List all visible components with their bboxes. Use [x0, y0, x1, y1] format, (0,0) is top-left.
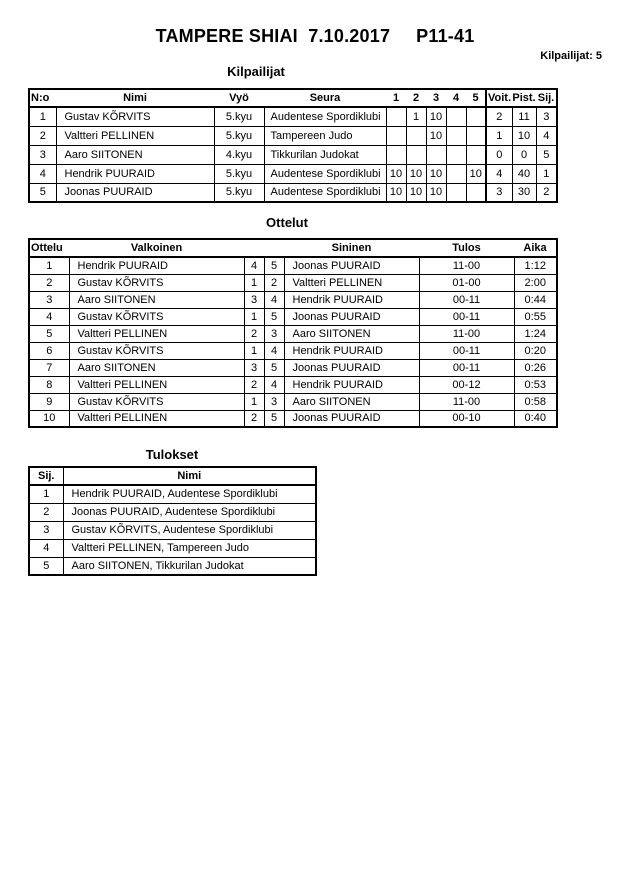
blue-player-number: 5 — [264, 410, 284, 427]
section-title-results: Tulokset — [145, 447, 199, 462]
match-result: 11-00 — [419, 393, 514, 410]
round-1-score — [386, 107, 406, 126]
blue-player-name: Joonas PUURAID — [284, 308, 419, 325]
match-number: 3 — [29, 291, 69, 308]
section-title-competitors: Kilpailijat — [227, 64, 285, 79]
blue-player-number: 5 — [264, 308, 284, 325]
match-time: 0:58 — [514, 393, 557, 410]
competitor-place: 1 — [536, 164, 557, 183]
col-header-club: Seura — [264, 89, 386, 107]
round-1-score: 10 — [386, 164, 406, 183]
white-player-number: 2 — [244, 376, 264, 393]
blue-player-number: 3 — [264, 393, 284, 410]
match-row — [29, 359, 557, 376]
result-name: Hendrik PUURAID, Audentese Spordiklubi — [63, 485, 316, 503]
blue-player-number: 2 — [264, 274, 284, 291]
match-row — [29, 308, 557, 325]
white-player-name: Gustav KÕRVITS — [69, 308, 244, 325]
white-player-number: 1 — [244, 342, 264, 359]
competitor-belt: 4.kyu — [214, 145, 264, 164]
round-4-score — [446, 126, 466, 145]
result-place: 5 — [29, 557, 63, 575]
competitor-place: 5 — [536, 145, 557, 164]
result-row — [29, 485, 316, 503]
match-number: 5 — [29, 325, 69, 342]
competitor-wins: 1 — [486, 126, 512, 145]
round-3-score: 10 — [426, 183, 446, 202]
white-player-number: 3 — [244, 291, 264, 308]
result-name: Valtteri PELLINEN, Tampereen Judo — [63, 539, 316, 557]
match-row — [29, 257, 557, 274]
round-3-score: 10 — [426, 126, 446, 145]
match-time: 0:53 — [514, 376, 557, 393]
competitor-club: Tampereen Judo — [264, 126, 386, 145]
blue-player-name: Aaro SIITONEN — [284, 393, 419, 410]
match-time: 0:55 — [514, 308, 557, 325]
match-result: 00-11 — [419, 308, 514, 325]
blue-player-name: Aaro SIITONEN — [284, 325, 419, 342]
competitor-belt: 5.kyu — [214, 107, 264, 126]
match-time: 2:00 — [514, 274, 557, 291]
competitor-name: Joonas PUURAID — [56, 183, 214, 202]
match-number: 4 — [29, 308, 69, 325]
match-time: 1:12 — [514, 257, 557, 274]
match-result: 11-00 — [419, 325, 514, 342]
competitor-belt: 5.kyu — [214, 126, 264, 145]
match-time: 0:40 — [514, 410, 557, 427]
matches-table — [28, 238, 558, 428]
white-player-name: Gustav KÕRVITS — [69, 393, 244, 410]
result-name: Joonas PUURAID, Audentese Spordiklubi — [63, 503, 316, 521]
competitor-number: 4 — [29, 164, 56, 183]
competitor-number: 5 — [29, 183, 56, 202]
match-row — [29, 376, 557, 393]
round-4-score — [446, 164, 466, 183]
results-table — [28, 466, 317, 576]
match-result: 11-00 — [419, 257, 514, 274]
col-header-blue: Sininen — [284, 239, 419, 257]
round-5-score — [466, 145, 486, 164]
match-result: 00-11 — [419, 291, 514, 308]
col-header-time: Aika — [514, 239, 557, 257]
competitor-name: Gustav KÕRVITS — [56, 107, 214, 126]
col-header-name: Nimi — [63, 467, 316, 485]
round-2-score — [406, 145, 426, 164]
match-result: 00-11 — [419, 342, 514, 359]
match-row — [29, 342, 557, 359]
competitor-wins: 4 — [486, 164, 512, 183]
round-4-score — [446, 145, 466, 164]
result-place: 1 — [29, 485, 63, 503]
competitor-wins: 0 — [486, 145, 512, 164]
blue-player-name: Joonas PUURAID — [284, 410, 419, 427]
white-player-name: Gustav KÕRVITS — [69, 274, 244, 291]
competitor-row — [29, 107, 557, 126]
blue-player-number: 5 — [264, 359, 284, 376]
competitor-row — [29, 126, 557, 145]
round-5-score — [466, 183, 486, 202]
participants-count: Kilpailijat: 5 — [540, 50, 602, 62]
blue-player-number: 5 — [264, 257, 284, 274]
white-player-name: Valtteri PELLINEN — [69, 376, 244, 393]
white-player-number: 2 — [244, 410, 264, 427]
competitor-belt: 5.kyu — [214, 183, 264, 202]
competitor-club: Audentese Spordiklubi — [264, 183, 386, 202]
white-player-number: 4 — [244, 257, 264, 274]
white-player-number: 1 — [244, 393, 264, 410]
competitor-points: 11 — [512, 107, 536, 126]
competitor-points: 10 — [512, 126, 536, 145]
match-result: 00-12 — [419, 376, 514, 393]
col-header-round-2: 2 — [406, 89, 426, 107]
blue-player-name: Hendrik PUURAID — [284, 342, 419, 359]
col-header-round-3: 3 — [426, 89, 446, 107]
competitor-number: 2 — [29, 126, 56, 145]
result-name: Aaro SIITONEN, Tikkurilan Judokat — [63, 557, 316, 575]
white-player-name: Aaro SIITONEN — [69, 291, 244, 308]
match-number: 10 — [29, 410, 69, 427]
match-time: 0:44 — [514, 291, 557, 308]
result-place: 2 — [29, 503, 63, 521]
competitor-row — [29, 145, 557, 164]
match-number: 2 — [29, 274, 69, 291]
competitor-club: Tikkurilan Judokat — [264, 145, 386, 164]
round-4-score — [446, 107, 466, 126]
competitor-place: 4 — [536, 126, 557, 145]
col-header-round-4: 4 — [446, 89, 466, 107]
match-row — [29, 410, 557, 427]
blue-player-name: Joonas PUURAID — [284, 359, 419, 376]
match-time: 0:26 — [514, 359, 557, 376]
white-player-name: Aaro SIITONEN — [69, 359, 244, 376]
col-header-name: Nimi — [56, 89, 214, 107]
col-header-points: Pist. — [512, 89, 536, 107]
competitor-place: 2 — [536, 183, 557, 202]
round-2-score: 10 — [406, 183, 426, 202]
result-row — [29, 557, 316, 575]
match-row — [29, 291, 557, 308]
match-number: 9 — [29, 393, 69, 410]
competitor-place: 3 — [536, 107, 557, 126]
col-header-place: Sij. — [536, 89, 557, 107]
competitors-table — [28, 88, 558, 203]
col-header-white: Valkoinen — [69, 239, 244, 257]
white-player-number: 1 — [244, 308, 264, 325]
results-header-row — [29, 467, 316, 485]
competitor-number: 3 — [29, 145, 56, 164]
col-header-round-1: 1 — [386, 89, 406, 107]
section-title-matches: Ottelut — [266, 215, 308, 230]
match-time: 1:24 — [514, 325, 557, 342]
blue-player-number: 4 — [264, 376, 284, 393]
white-player-name: Valtteri PELLINEN — [69, 325, 244, 342]
col-header-match: Ottelu — [29, 239, 69, 257]
round-4-score — [446, 183, 466, 202]
col-header-belt: Vyö — [214, 89, 264, 107]
competitors-header-row — [29, 89, 557, 107]
blue-player-number: 4 — [264, 342, 284, 359]
competitor-row — [29, 164, 557, 183]
round-1-score: 10 — [386, 183, 406, 202]
match-row — [29, 325, 557, 342]
col-header-wins: Voit. — [486, 89, 512, 107]
match-number: 8 — [29, 376, 69, 393]
white-player-name: Hendrik PUURAID — [69, 257, 244, 274]
match-number: 6 — [29, 342, 69, 359]
col-header-place: Sij. — [29, 467, 63, 485]
col-header-result: Tulos — [419, 239, 514, 257]
competitor-wins: 3 — [486, 183, 512, 202]
round-5-score — [466, 107, 486, 126]
competitor-belt: 5.kyu — [214, 164, 264, 183]
round-3-score: 10 — [426, 164, 446, 183]
result-place: 4 — [29, 539, 63, 557]
round-2-score: 10 — [406, 164, 426, 183]
round-1-score — [386, 126, 406, 145]
round-5-score — [466, 126, 486, 145]
white-player-name: Valtteri PELLINEN — [69, 410, 244, 427]
white-player-name: Gustav KÕRVITS — [69, 342, 244, 359]
white-player-number: 1 — [244, 274, 264, 291]
competitor-points: 0 — [512, 145, 536, 164]
competitor-name: Hendrik PUURAID — [56, 164, 214, 183]
col-header-round-5: 5 — [466, 89, 486, 107]
competitor-points: 30 — [512, 183, 536, 202]
match-result: 00-11 — [419, 359, 514, 376]
match-row — [29, 393, 557, 410]
match-row — [29, 274, 557, 291]
match-time: 0:20 — [514, 342, 557, 359]
competitor-name: Aaro SIITONEN — [56, 145, 214, 164]
match-number: 7 — [29, 359, 69, 376]
result-name: Gustav KÕRVITS, Audentese Spordiklubi — [63, 521, 316, 539]
blue-player-name: Valtteri PELLINEN — [284, 274, 419, 291]
competitor-club: Audentese Spordiklubi — [264, 164, 386, 183]
col-header-no: N:o — [29, 89, 56, 107]
match-number: 1 — [29, 257, 69, 274]
col-header-white-no — [244, 239, 264, 257]
blue-player-number: 3 — [264, 325, 284, 342]
blue-player-name: Hendrik PUURAID — [284, 376, 419, 393]
round-1-score — [386, 145, 406, 164]
matches-header-row — [29, 239, 557, 257]
result-row — [29, 503, 316, 521]
competitor-wins: 2 — [486, 107, 512, 126]
result-place: 3 — [29, 521, 63, 539]
result-row — [29, 539, 316, 557]
competitor-name: Valtteri PELLINEN — [56, 126, 214, 145]
round-3-score — [426, 145, 446, 164]
white-player-number: 3 — [244, 359, 264, 376]
competitor-number: 1 — [29, 107, 56, 126]
blue-player-number: 4 — [264, 291, 284, 308]
result-row — [29, 521, 316, 539]
match-result: 00-10 — [419, 410, 514, 427]
blue-player-name: Hendrik PUURAID — [284, 291, 419, 308]
page-title: TAMPERE SHIAI 7.10.2017 P11-41 — [155, 26, 475, 46]
match-result: 01-00 — [419, 274, 514, 291]
col-header-blue-no — [264, 239, 284, 257]
round-2-score — [406, 126, 426, 145]
competitor-club: Audentese Spordiklubi — [264, 107, 386, 126]
white-player-number: 2 — [244, 325, 264, 342]
round-5-score: 10 — [466, 164, 486, 183]
round-2-score: 1 — [406, 107, 426, 126]
round-3-score: 10 — [426, 107, 446, 126]
competitor-row — [29, 183, 557, 202]
competitor-points: 40 — [512, 164, 536, 183]
blue-player-name: Joonas PUURAID — [284, 257, 419, 274]
